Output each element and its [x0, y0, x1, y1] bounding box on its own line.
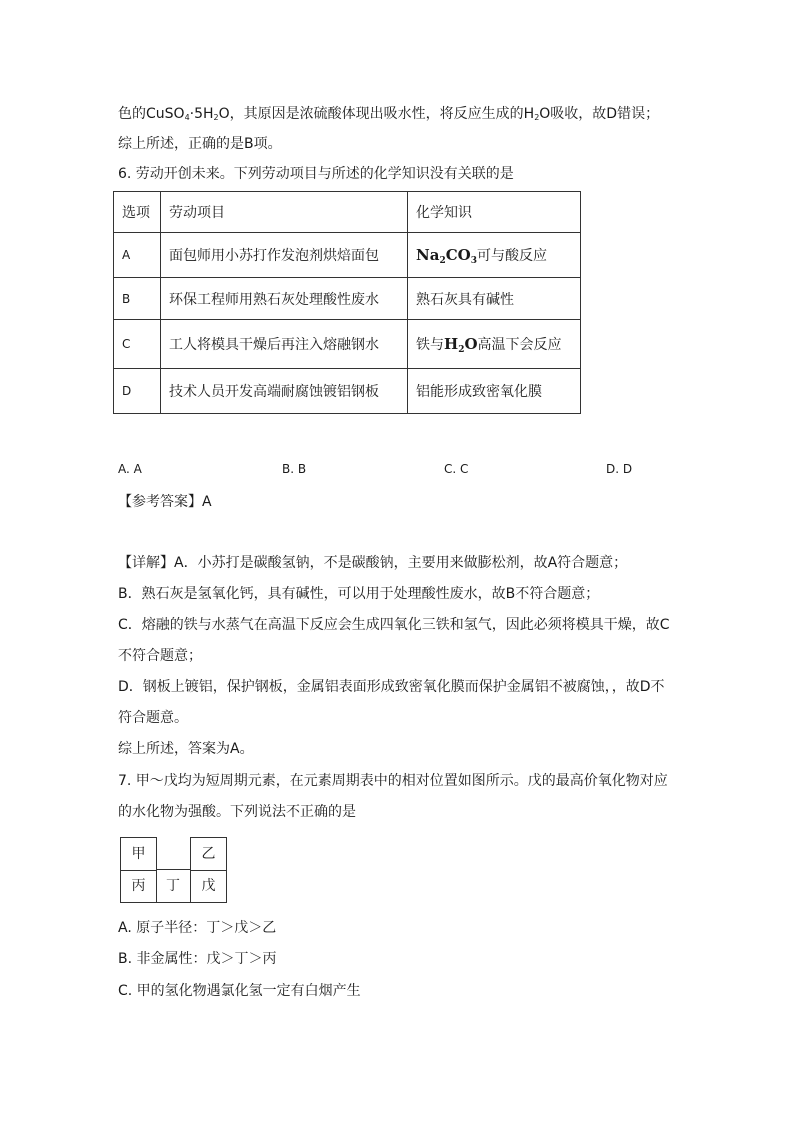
q6-table: [113, 191, 581, 414]
q7-stem-2: 的水化物为强酸。下列说法不正确的是: [118, 804, 356, 820]
q6-detail-6: 符合题意。: [118, 710, 188, 726]
table-row: [114, 233, 581, 278]
q6-option-d: D. D: [606, 462, 633, 476]
formula: $H_2O$: [444, 334, 478, 355]
periodic-table-fragment: [120, 837, 225, 902]
row-key: B: [114, 278, 161, 320]
table-row: [114, 320, 581, 369]
header-chem: 化学知识: [408, 192, 581, 233]
q6-stem: 6. 劳动开创未来。下列劳动项目与所述的化学知识没有关联的是: [118, 166, 514, 182]
q6-option-b: B. B: [282, 462, 307, 476]
cell-yi: 乙: [190, 837, 227, 871]
q6-detail-3: C．熔融的铁与水蒸气在高温下反应会生成四氧化三铁和氢气，因此必须将模具干燥，故C: [118, 617, 670, 633]
row-project: 工人将模具干燥后再注入熔融钢水: [161, 320, 408, 369]
q6-detail-1: 【详解】A．小苏打是碳酸氢钠，不是碳酸钠，主要用来做膨松剂，故A符合题意；: [118, 555, 628, 571]
cell-wu: 戊: [190, 870, 227, 903]
header-project: 劳动项目: [161, 192, 408, 233]
row-chem: 铝能形成致密氧化膜: [408, 369, 581, 414]
row-project: 面包师用小苏打作发泡剂烘焙面包: [161, 233, 408, 278]
row-chem: $Na_2CO_3$可与酸反应: [408, 233, 581, 278]
cell-bing: 丙: [120, 870, 157, 903]
row-project: 环保工程师用熟石灰处理酸性废水: [161, 278, 408, 320]
q6-detail-5: D．钢板上镀铝，保护钢板，金属铝表面形成致密氧化膜而保护金属铝不被腐蚀，，故D不: [118, 679, 665, 695]
cell-ding: 丁: [156, 869, 190, 903]
row-key: C: [114, 320, 161, 369]
q6-detail-7: 综上所述，答案为A。: [118, 741, 254, 757]
top-line-2: 综上所述，正确的是B项。: [118, 136, 282, 152]
top-line-1: 色的$CuSO_4\cdot 5H_2O$，其原因是浓硫酸体现出吸水性，将反应生成的$H_2O$吸收，故D错误；: [118, 106, 660, 122]
row-key: D: [114, 369, 161, 414]
row-key: A: [114, 233, 161, 278]
q7-option-b: B. 非金属性：戊＞丁＞丙: [118, 951, 277, 967]
q6-option-a: A. A: [118, 462, 142, 476]
table-row: [114, 278, 581, 320]
row-chem: 铁与$H_2O$高温下会反应: [408, 320, 581, 369]
table-row: [114, 369, 581, 414]
q6-option-c: C. C: [444, 462, 469, 476]
row-project: 技术人员开发高端耐腐蚀镀铝钢板: [161, 369, 408, 414]
q6-detail-2: B．熟石灰是氢氧化钙，具有碱性，可以用于处理酸性废水，故B不符合题意；: [118, 586, 600, 602]
q6-detail-4: 不符合题意；: [118, 648, 202, 664]
q7-option-c: C. 甲的氢化物遇氯化氢一定有白烟产生: [118, 983, 361, 999]
q7-option-a: A. 原子半径：丁＞戊＞乙: [118, 920, 277, 936]
q7-stem-1: 7. 甲～戊均为短周期元素，在元素周期表中的相对位置如图所示。戊的最高价氧化物对应: [118, 773, 668, 789]
row-chem: 熟石灰具有碱性: [408, 278, 581, 320]
q6-answer: 【参考答案】A: [118, 494, 212, 510]
table-header-row: [114, 192, 581, 233]
header-option: 选项: [114, 192, 161, 233]
formula: $Na_2CO_3$: [416, 245, 477, 266]
cell-jia: 甲: [120, 837, 157, 871]
